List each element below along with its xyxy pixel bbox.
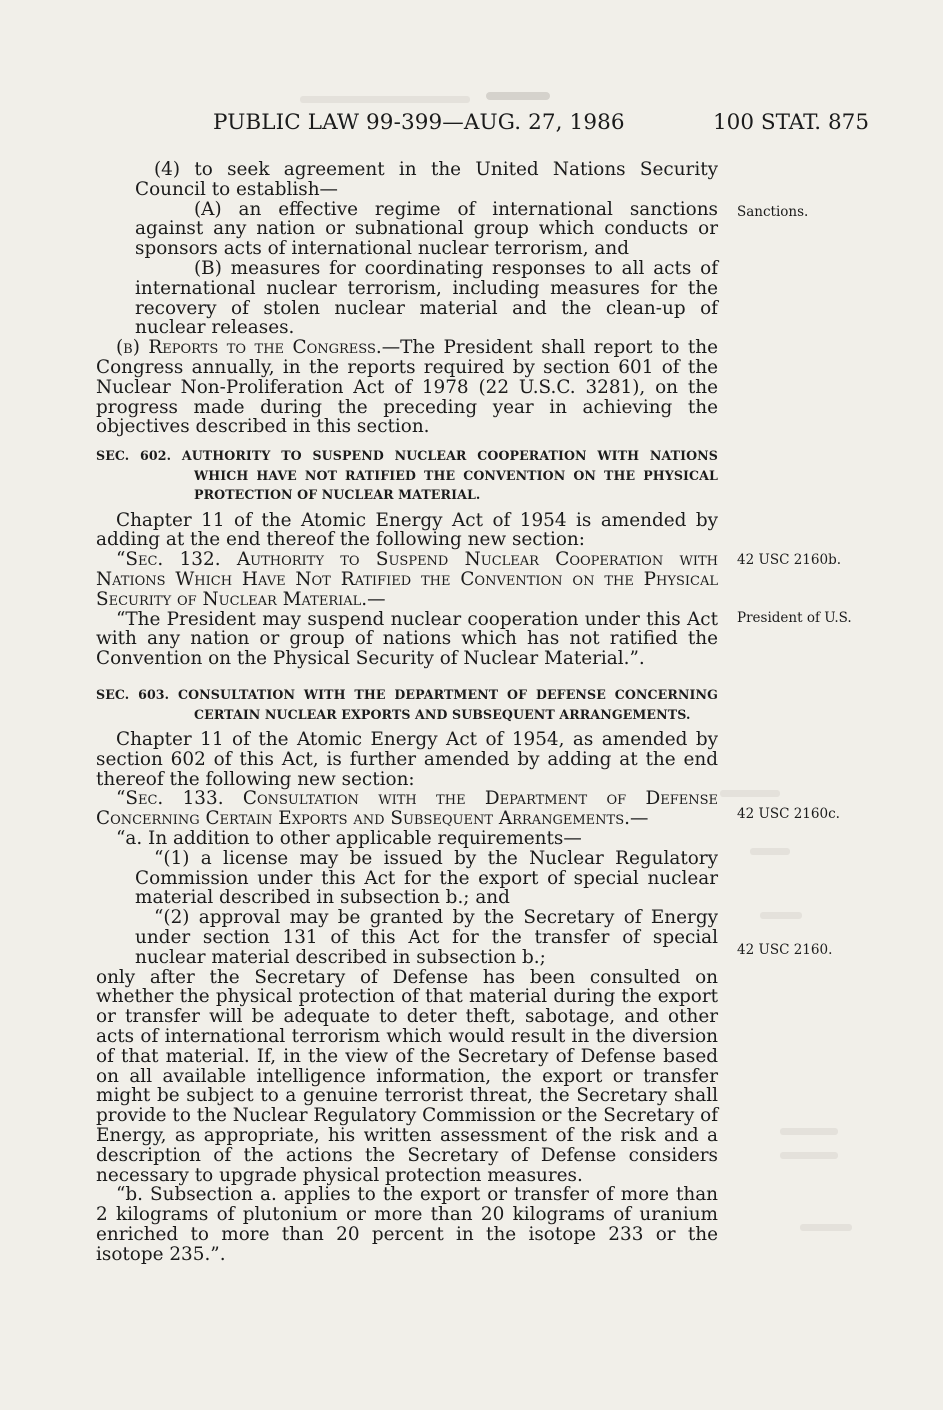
- section-132-heading: [96, 550, 718, 609]
- paragraph-4: (4) to seek agreement in the United Nations Security Council to establish—: [135, 159, 718, 200]
- subparagraph-b: (B) measures for coordinating responses to all acts of international nuclear terrorism, including measures for the recovery of stolen nuclear material and the clean-up of nuclear releases.: [135, 257, 718, 339]
- margin-note-42-usc-2160b: 42 USC 2160b.: [737, 552, 842, 568]
- section-603-intro: Chapter 11 of the Atomic Energy Act of 1954, as amended by section 602 of this Act, is further amended by adding at the end thereof the following new section:: [96, 729, 718, 790]
- margin-note-sanctions: Sanctions.: [737, 204, 809, 220]
- page-header-stat: 100 STAT. 875: [713, 110, 870, 135]
- section-602-heading: SEC. 602. AUTHORITY TO SUSPEND NUCLEAR COOPERATION WITH NATIONS WHICH HAVE NOT RATIFIED THE CONVENTION ON THE PHYSICAL PROTECTION OF NUCLEAR MATERIAL.: [96, 448, 718, 503]
- bleed-through: [750, 848, 790, 855]
- section-132-dash: —: [367, 588, 386, 610]
- bleed-through: [720, 790, 780, 797]
- subsection-b-heading: (b) Reports to the Congress.: [116, 337, 382, 359]
- section-132-text: “The President may suspend nuclear cooperation under this Act with any nation or group of nations which has not ratified the Convention on the Physical Security of Nuclear Material.”.: [96, 608, 718, 670]
- subparagraph-a: (A) an effective regime of international sanctions against any nation or subnational group which conducts or sponsors acts of international nuclear terrorism, and: [135, 198, 718, 260]
- section-133-subsection-a: “a. In addition to other applicable requirements—: [116, 828, 582, 850]
- bleed-through: [780, 1152, 838, 1159]
- section-603-heading: SEC. 603. CONSULTATION WITH THE DEPARTMENT OF DEFENSE CONCERNING CERTAIN NUCLEAR EXPORTS AND SUBSEQUENT ARRANGEMENTS.: [96, 687, 718, 722]
- section-133-clause-1: “(1) a license may be issued by the Nuclear Regulatory Commission under this Act for the export of special nuclear material described in subsection b.; and: [135, 847, 718, 909]
- margin-note-president: President of U.S.: [737, 610, 852, 626]
- section-132-title: “Sec. 132. Authority to Suspend Nuclear Cooperation with Nations Which Have Not Ratified the Convention on the Physical Security of Nuclear Material.: [96, 549, 718, 610]
- subsection-b: [96, 338, 718, 437]
- scan-smudge: [486, 92, 550, 100]
- body-text: [96, 160, 718, 1265]
- margin-note-42-usc-2160: 42 USC 2160.: [737, 942, 833, 958]
- bleed-through: [800, 1224, 852, 1231]
- bleed-through: [760, 912, 802, 919]
- subsection-b-text: —The President shall report to the Congress annually, in the reports required by section 601 of the Nuclear Non-Proliferation Act of 1978 (22 U.S.C. 3281), on the progress made during the preceding year in achieving the objectives described in this section.: [96, 337, 719, 438]
- section-133-subsection-b: “b. Subsection a. applies to the export or transfer of more than 2 kilograms of plutonium or more than 20 kilograms of uranium enriched to more than 20 percent in the isotope 233 or the isotope 235.”.: [96, 1184, 718, 1265]
- section-133-clause-2: “(2) approval may be granted by the Secretary of Energy under section 131 of this Act for the transfer of special nuclear material described in subsection b.;: [135, 907, 718, 968]
- section-602-intro: Chapter 11 of the Atomic Energy Act of 1954 is amended by adding at the end thereof the following new section:: [96, 509, 718, 551]
- page-header-title: PUBLIC LAW 99-399—AUG. 27, 1986: [213, 110, 625, 135]
- margin-note-42-usc-2160c: 42 USC 2160c.: [737, 806, 840, 822]
- section-133-title: “Sec. 133. Consultation with the Department of Defense Concerning Certain Exports and Subsequent Arrangements.: [96, 788, 718, 830]
- section-133-dash: —: [629, 808, 649, 830]
- bleed-through: [300, 96, 470, 103]
- bleed-through: [780, 1128, 838, 1135]
- section-133-heading: [96, 789, 718, 829]
- section-133-continuation: only after the Secretary of Defense has been consulted on whether the physical protection of that material during the export or transfer will be adequate to deter theft, sabotage, and other acts of international terrorism which would result in the diversion of that material. If, in the view of the Secretary of Defense based on all available intelligence information, the export or transfer might be subject to a genuine terrorist threat, the Secretary shall provide to the Nuclear Regulatory Commission or the Secretary of Energy, as appropriate, his written assessment of the risk and a description of the actions the Secretary of Defense considers necessary to upgrade physical protection measures.: [96, 966, 718, 1186]
